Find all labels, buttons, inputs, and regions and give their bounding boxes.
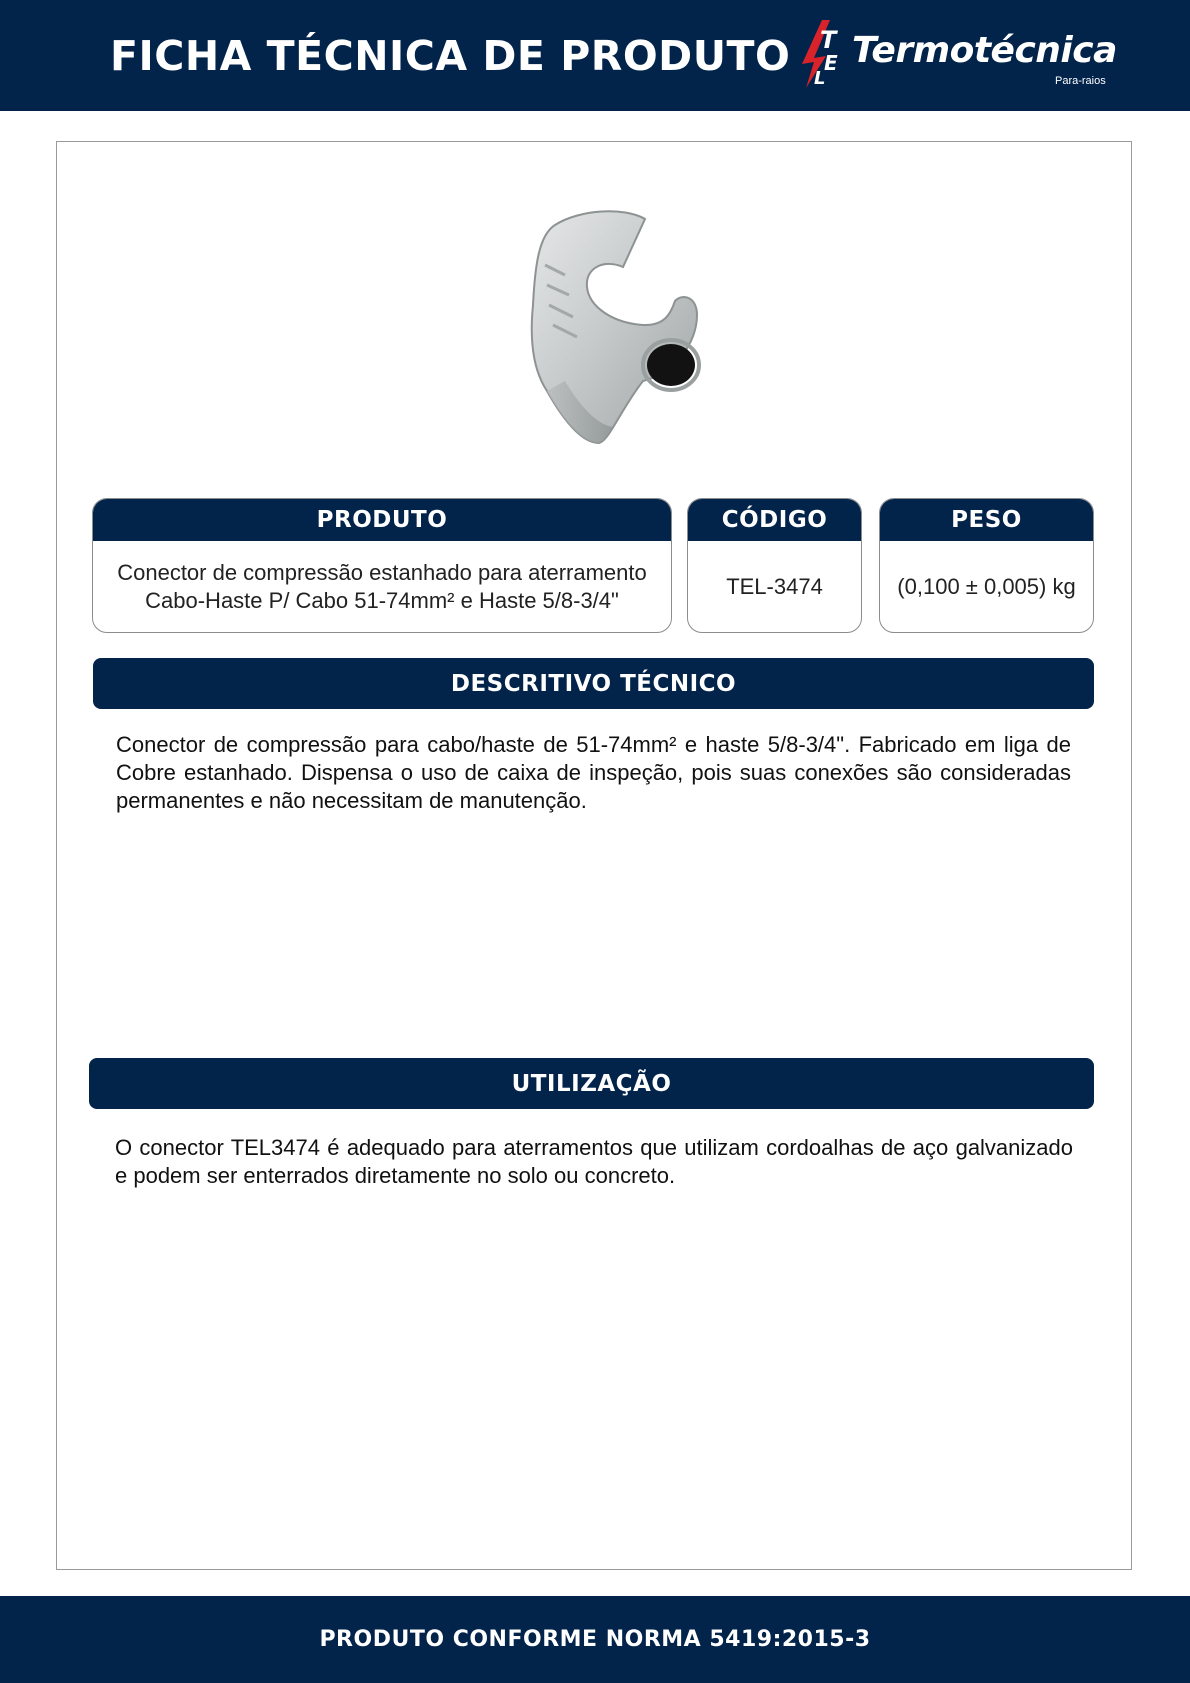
peso-header: PESO <box>880 499 1093 541</box>
svg-text:E: E <box>824 51 838 75</box>
header-bar <box>0 0 1190 111</box>
brand-logo <box>800 18 1120 96</box>
utilizacao-text: O conector TEL3474 é adequado para aterramentos que utilizam cordoalhas de aço galvanizado e podem ser enterrados diretamente no solo ou concreto. <box>115 1135 1073 1188</box>
utilizacao-header: UTILIZAÇÃO <box>89 1058 1094 1109</box>
svg-text:T: T <box>820 26 837 54</box>
page-title: FICHA TÉCNICA DE PRODUTO <box>110 32 791 80</box>
produto-box <box>92 498 672 633</box>
peso-box <box>879 498 1094 633</box>
tel-logo-mark-icon <box>800 18 850 88</box>
codigo-header: CÓDIGO <box>688 499 861 541</box>
descritivo-text: Conector de compressão para cabo/haste de 51-74mm² e haste 5/8-3/4". Fabricado em liga de Cobre estanhado. Dispensa o uso de caixa de inspeção, pois suas conexões são consideradas permanentes e não necessitam de manutenção. <box>116 732 1071 813</box>
brand-name: Termotécnica <box>852 30 1117 71</box>
descritivo-header: DESCRITIVO TÉCNICO <box>93 658 1094 709</box>
compression-connector-photo-icon <box>525 205 735 450</box>
brand-tagline: Para-raios <box>1055 75 1106 87</box>
produto-header: PRODUTO <box>93 499 671 541</box>
produto-value: Conector de compressão estanhado para aterramento Cabo-Haste P/ Cabo 51-74mm² e Haste 5/8-3/4" <box>117 560 647 613</box>
footer-norma: PRODUTO CONFORME NORMA 5419:2015-3 <box>0 1596 1190 1683</box>
peso-value: (0,100 ± 0,005) kg <box>897 574 1076 599</box>
codigo-value: TEL-3474 <box>726 574 823 599</box>
svg-text:L: L <box>814 68 826 88</box>
codigo-box <box>687 498 862 633</box>
